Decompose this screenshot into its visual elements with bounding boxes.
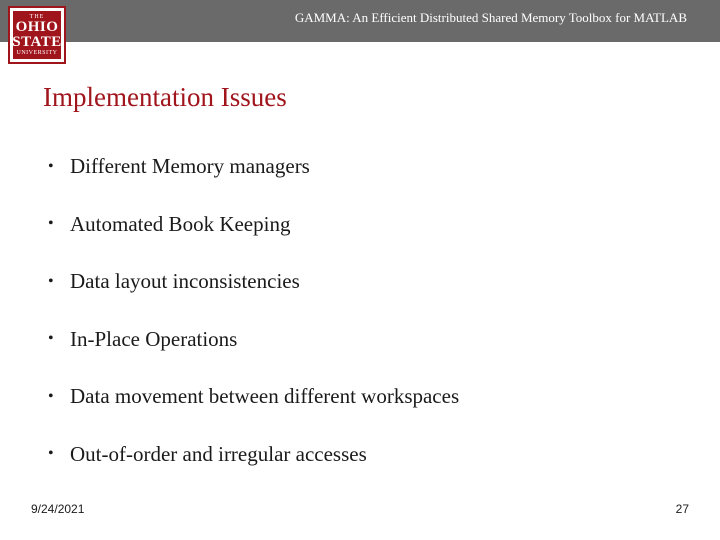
bullet-text: Out-of-order and irregular accesses (70, 441, 367, 466)
slide-title: Implementation Issues (43, 82, 287, 112)
bullet-text: Data movement between different workspaces (70, 384, 460, 409)
bullet-dot-icon: • (48, 445, 54, 463)
bullet-item (48, 311, 459, 369)
bullet-text: Different Memory managers (70, 154, 310, 179)
bullet-item (48, 138, 459, 196)
bullet-item (48, 368, 459, 426)
presentation-title: GAMMA: An Efficient Distributed Shared Memory Toolbox for MATLAB (294, 10, 687, 25)
footer-date: 9/24/2021 (31, 502, 85, 516)
bullet-text: Data layout inconsistencies (70, 269, 300, 294)
bullet-dot-icon: • (48, 272, 54, 290)
bullet-list (48, 138, 459, 483)
bullet-dot-icon: • (48, 215, 54, 233)
header-bar (0, 0, 720, 42)
logo-text-state: STATE (12, 34, 62, 50)
logo-text-the: THE (29, 14, 45, 20)
bullet-dot-icon: • (48, 157, 54, 175)
logo-text-university: UNIVERSITY (16, 50, 58, 56)
bullet-item (48, 253, 459, 311)
bullet-item (48, 196, 459, 254)
bullet-item (48, 426, 459, 484)
bullet-text: Automated Book Keeping (70, 211, 291, 236)
page-number: 27 (675, 502, 689, 516)
logo-text-ohio: OHIO (15, 19, 59, 35)
bullet-text: In-Place Operations (70, 326, 238, 351)
ohio-state-logo (8, 6, 66, 64)
logo-mark (13, 11, 61, 59)
bullet-dot-icon: • (48, 330, 54, 348)
bullet-dot-icon: • (48, 387, 54, 405)
